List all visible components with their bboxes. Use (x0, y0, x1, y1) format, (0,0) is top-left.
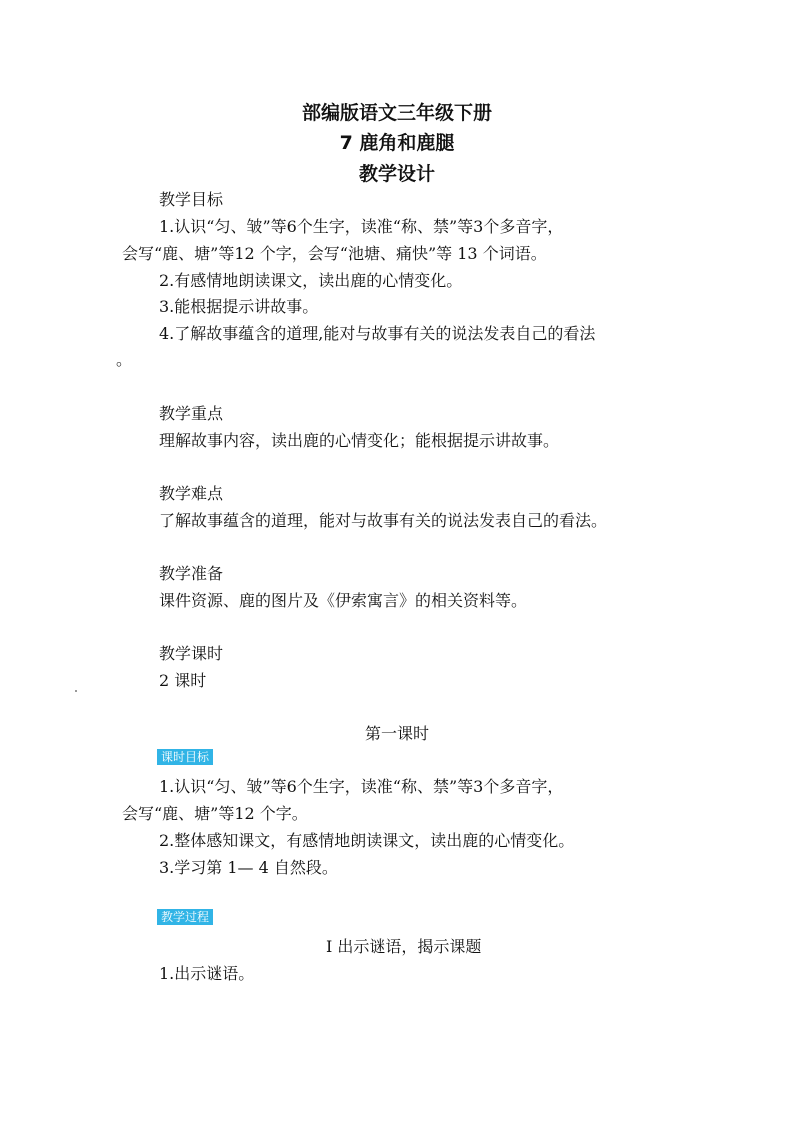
hours-heading: 教学课时 (159, 644, 224, 663)
prep-text: 课件资源、鹿的图片及《伊索寓言》的相关资料等。 (159, 591, 528, 610)
lesson-goal-2: 2.整体感知课文，有感情地朗读课文，读出鹿的心情变化。 (159, 831, 575, 850)
lesson-goal-tag: 课时目标 (157, 749, 213, 765)
doc-title: 部编版语文三年级下册 (301, 102, 492, 124)
lesson-title: 7 鹿角和鹿腿 (339, 132, 455, 154)
stray-mark (75, 690, 77, 692)
lesson-goal-1b: 会写“鹿、塘”等12 个字。 (122, 804, 308, 823)
goal-item-1a: 1.认识“匀、皱”等6个生字，读准“称、禁”等3个多音字， (159, 217, 564, 236)
key-heading: 教学重点 (159, 404, 224, 423)
step-1: 1.出示谜语。 (159, 964, 255, 983)
section-heading-1: Ⅰ 出示谜语，揭示课题 (326, 937, 482, 956)
goal-item-1b: 会写“鹿、塘”等12 个字，会写“池塘、痛快”等 13 个词语。 (122, 244, 547, 263)
goal-item-4a: 4.了解故事蕴含的道理,能对与故事有关的说法发表自己的看法 (159, 324, 596, 343)
hours-text: 2 课时 (159, 671, 207, 690)
key-text: 理解故事内容，读出鹿的心情变化；能根据提示讲故事。 (159, 431, 560, 450)
lesson1-title: 第一课时 (364, 724, 429, 743)
goal-item-3: 3.能根据提示讲故事。 (159, 297, 319, 316)
goals-heading: 教学目标 (159, 190, 224, 209)
lesson-goal-1a: 1.认识“匀、皱”等6个生字，读准“称、禁”等3个多音字， (159, 777, 564, 796)
goal-item-2: 2.有感情地朗读课文，读出鹿的心情变化。 (159, 271, 463, 290)
prep-heading: 教学准备 (159, 564, 224, 583)
process-tag: 教学过程 (157, 909, 213, 925)
difficulty-text: 了解故事蕴含的道理，能对与故事有关的说法发表自己的看法。 (159, 511, 608, 530)
lesson-goal-3: 3.学习第 1— 4 自然段。 (159, 858, 338, 877)
difficulty-heading: 教学难点 (159, 484, 224, 503)
goal-item-4b: 。 (116, 350, 133, 369)
doc-subtitle: 教学设计 (358, 163, 435, 185)
